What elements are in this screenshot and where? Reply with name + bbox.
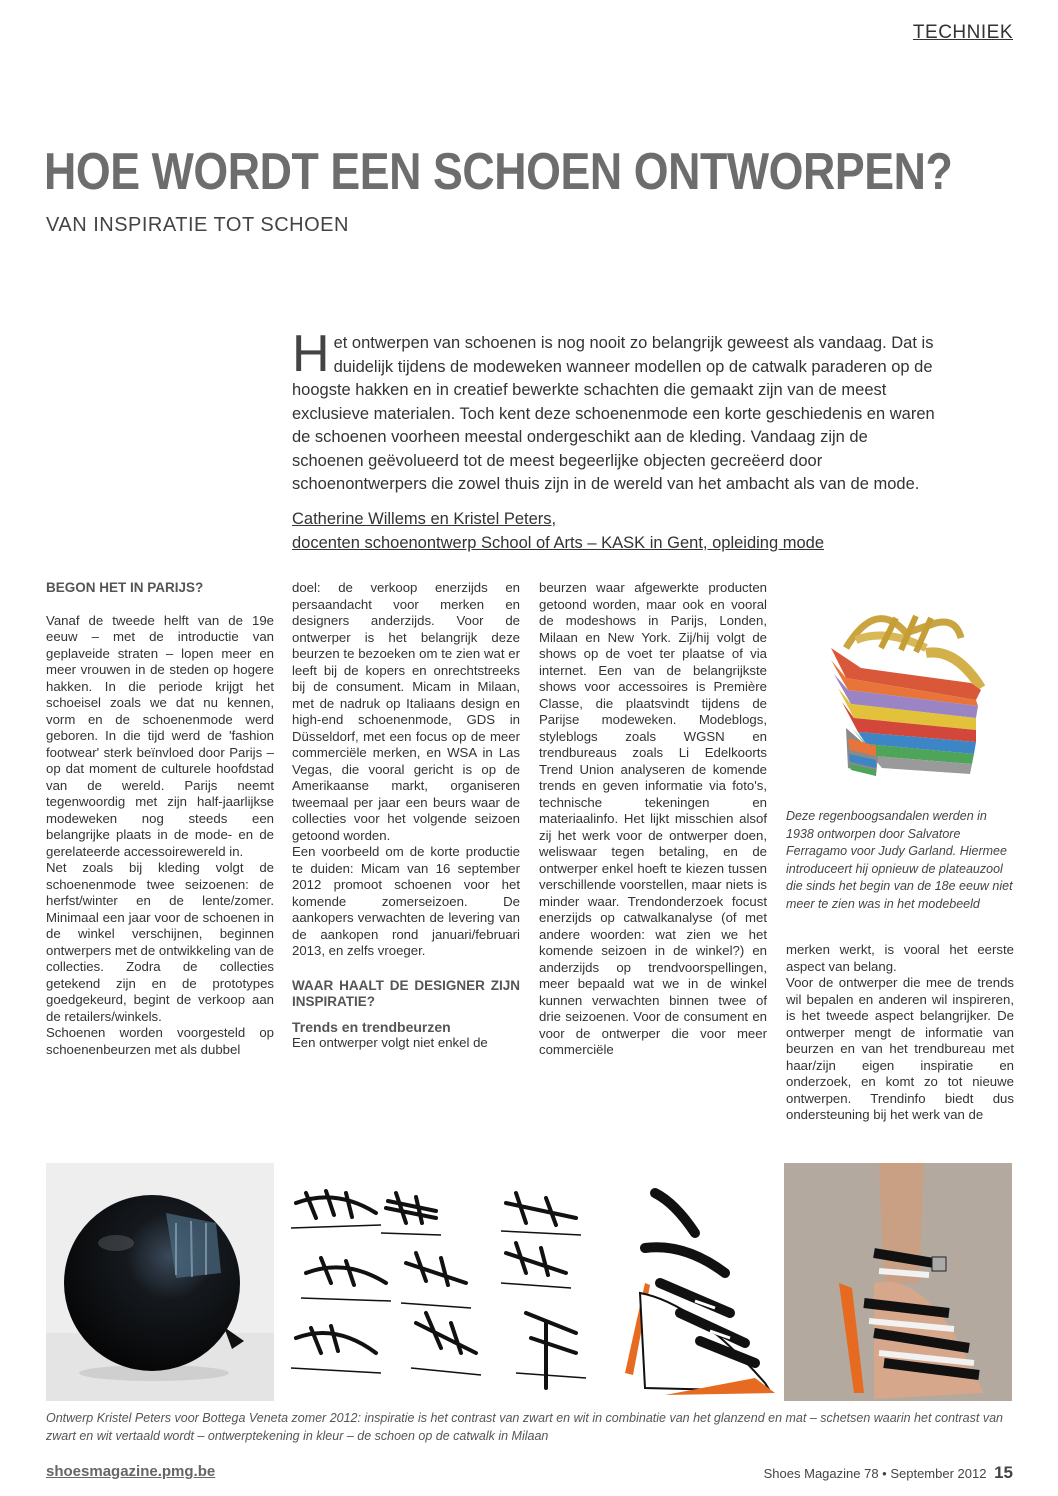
body-paragraph: Vanaf de tweede helft van de 19e eeuw – met de introductie van geplaveide straten – lopen meer en meer vrouwen in de steden op hogere hakken. In die periode krijgt het schoeisel zoals we dat nu kennen, vorm en de schoenenmode werd geboren. In die tijd werd de 'fashion footwear' sterk beïnvloed door Parijs – op dat moment de culturele hoofdstad van de wereld. Parijs neemt tegenwoordig met zijn half-jaarlijkse modeweken nog steeds een belangrijke plaats in de mode- en de gerelateerde accessoirewereld in. [46,612,274,859]
column-1 [46,580,274,1058]
intro-line: exclusieve materialen. Toch kent deze schoenenmode een korte geschiedenis en waren [292,404,935,423]
sandal-caption: Deze regenboogsandalen werden in 1938 ontworpen door Salvatore Ferragamo voor Judy Garland. Hiermee introduceert hij opnieuw de plateauzool die sinds het begin van de 18e eeuw niet meer te zien was in het modebeeld [786,809,1013,911]
article-title: HOE WORDT EEN SCHOEN ONTWORPEN? [44,143,953,201]
body-paragraph: Net zoals bij kleding volgt de schoenenmode twee seizoenen: de herfst/winter en de lente/zomer. Minimaal een jaar voor de schoenen in de winkel verschijnen, beginnen ontwerpers met de ontwikkeling van de collecties. Zodra de collecties getekend zijn en de prototypes goedgekeurd, begint de verkoop aan de retailers/winkels. [46,860,274,1024]
body-paragraph: merken werkt, is vooral het eerste aspect van belang. [786,942,1014,974]
column-4 [786,942,1014,1124]
body-paragraph: Een ontwerper volgt niet enkel de [292,1035,488,1050]
intro-line: de schoenen voorheen meestal ondergeschikt aan de kleding. Vandaag zijn de [292,428,868,446]
black-balloon-image [46,1163,274,1401]
drop-cap: H [292,325,330,383]
body-paragraph: doel: de verkoop enerzijds en persaandacht voor merken en designers anderzijds. Voor de ontwerper is het belangrijk deze beurzen te bezoeken om te zien wat er leeft bij de kopers en onrechtstreeks bij de consument. Micam in Milaan, met de nadruk op Italiaans design en high-end schoenenmode, GDS in Düsseldorf, met een focus op de meer commerciële merken, en WSA in Las Vegas, die vooral gericht is op de Amerikaanse markt, organiseren tweemaal per jaar een beurs waar de collecties voor het volgende seizoen getoond worden. [292,580,520,843]
article-subtitle: VAN INSPIRATIE TOT SCHOEN [46,214,349,236]
column-2 [292,580,520,1052]
color-design-drawing-image [605,1163,782,1401]
author-affiliation: docenten schoenontwerp School of Arts – KASK in Gent, opleiding mode [292,533,825,552]
body-paragraph: Schoenen worden voorgesteld op schoenenbeurzen met als dubbel [46,1025,274,1057]
author-names: Catherine Willems en Kristel Peters, [292,510,557,528]
intro-line: schoenontwerpers die zowel thuis zijn in de wereld van het ambacht als van de mode. [292,475,920,493]
catwalk-photo-image [784,1163,1012,1401]
sub-heading: Trends en trendbeurzen [292,1018,451,1035]
author-credit [292,508,932,555]
intro-paragraph [292,325,942,497]
issue-label: Shoes Magazine 78 • September 2012 [763,1466,987,1481]
column-3 [539,580,767,1059]
body-paragraph: Een voorbeeld om de korte productie te duiden: Micam van 16 september 2012 promoot schoenen voor het komende zomerseizoen. De aankopers verwachten de levering van de aankopen rond januari/februari 2013, en zelfs vroeger. [292,844,520,958]
section-label: TECHNIEK [912,22,1013,43]
body-paragraph: beurzen waar afgewerkte producten getoond worden, maar ook en vooral de modeshows in Parijs, Londen, Milaan en New York. Zij/hij volgt de shows op de voet ter plaatse of via internet. Een van de belangrijkste shows voor accessoires is Première Classe, die plaatsvindt tijdens de Parijse modeweken. Modeblogs, styleblogs zoals WGSN en trendbureaus zoals Li Edelkoorts Trend Union analyseren de komende trends en geven informatie via foto's, technische tekeningen en materiaalinfo. Het lijkt misschien alsof zij het werk voor de ontwerper doen, weliswaar tegen betaling, en de ontwerper enkel hoeft te kiezen tussen verschillende voorstellen, maar niets is minder waar. Trendonderzoek focust enerzijds op catwalkanalyse (of met andere woorden: wat zien we het komende seizoen in de winkel?) en anderzijds op trendvoorspellingen, meer bepaald wat we in de winkel kunnen verwachten binnen twee of drie seizoenen. Voor de consument en voor de ontwerper die voor meer commerciële [539,580,767,1057]
color-sandal-drawing [605,1163,782,1401]
intro-line: et ontwerpen van schoenen is nog nooit zo belangrijk geweest als vandaag. Dat is [333,334,934,352]
page-number: 15 [994,1463,1013,1482]
intro-line: schoenen geëvolueerd tot de meest begeerlijke objecten gecreëerd door [292,451,823,470]
intro-line: hoogste hakken en in creatief bewerkte schachten die gemaakt zijn van de meest [292,381,887,399]
body-paragraph: Voor de ontwerper die mee de trends wil bepalen en anderen wil inspireren, is het tweede aspect belangrijker. De ontwerper mengt de informatie van beurzen en van het trendbureau met haar/zijn eigen inspiratie en onderzoek, en komt zo tot nieuwe ontwerpen. Trendinfo biedt dus ondersteuning bij het werk van de [786,975,1014,1122]
footer-website-link[interactable]: shoesmagazine.pmg.be [46,1463,216,1480]
catwalk-shoe-illustration [784,1163,1012,1401]
rainbow-sandal-illustration [786,578,1016,803]
section-heading: BEGON HET IN PARIJS? [46,580,204,595]
section-heading: WAAR HAALT DE DESIGNER ZIJN INSPIRATIE? [292,977,520,1009]
intro-line: duidelijk tijdens de modeweken wanneer modellen op de catwalk paraderen op de [333,357,933,376]
black-balloon-illustration [46,1163,274,1401]
shoe-sketches-illustration [276,1163,603,1401]
footer-issue-info [764,1463,1013,1483]
rainbow-sandal-image [786,578,1016,803]
shoe-sketches-image [276,1163,603,1401]
bottom-caption: Ontwerp Kristel Peters voor Bottega Veneta zomer 2012: inspiratie is het contrast van zwart en wit in combinatie van het glanzend en mat – schetsen waarin het contrast van zwart en wit vertaald wordt – ontwerptekening in kleur – de schoen op de catwalk in Milaan [46,1411,1003,1443]
